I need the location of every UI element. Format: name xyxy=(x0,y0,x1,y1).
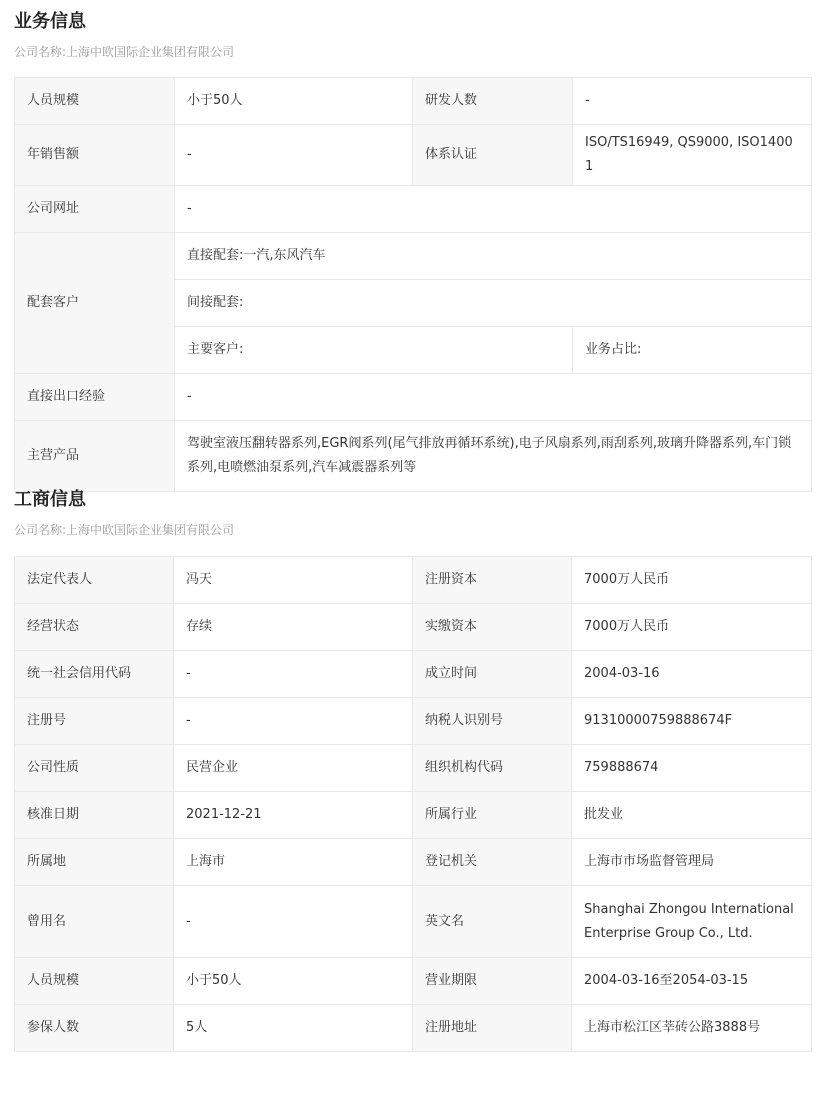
website-label: 公司网址 xyxy=(15,186,175,233)
row-value: 上海市松江区莘砖公路3888号 xyxy=(572,1005,812,1052)
row-label: 统一社会信用代码 xyxy=(15,651,174,698)
registration-company-name: 公司名称:上海中欧国际企业集团有限公司 xyxy=(14,523,235,537)
row-label: 所属行业 xyxy=(413,792,572,839)
table-row xyxy=(15,745,812,792)
table-row xyxy=(15,698,812,745)
website-value: - xyxy=(175,186,812,233)
annual-sales-value: - xyxy=(175,125,413,186)
row-value: 民营企业 xyxy=(174,745,413,792)
row-value: 冯天 xyxy=(174,557,413,604)
row-label: 注册号 xyxy=(15,698,174,745)
direct-supply-value: 直接配套:一汽,东风汽车 xyxy=(175,233,812,280)
business-info-table xyxy=(14,77,812,492)
table-row xyxy=(15,792,812,839)
row-label: 法定代表人 xyxy=(15,557,174,604)
staff-size-value: 小于50人 xyxy=(175,78,413,125)
rd-staff-value: - xyxy=(573,78,812,125)
row-label: 注册资本 xyxy=(413,557,572,604)
annual-sales-label: 年销售额 xyxy=(15,125,175,186)
row-value: 2004-03-16至2054-03-15 xyxy=(572,958,812,1005)
export-experience-label: 直接出口经验 xyxy=(15,374,175,421)
table-row xyxy=(15,125,812,186)
export-experience-value: - xyxy=(175,374,812,421)
main-customers-value: 主要客户: xyxy=(175,327,573,374)
main-products-value: 驾驶室液压翻转器系列,EGR阀系列(尾气排放再循环系统),电子风扇系列,雨刮系列,玻璃升降器系列,车门锁系列,电喷燃油泵系列,汽车减震器系列等 xyxy=(175,421,812,492)
registration-info-table xyxy=(14,556,812,1052)
row-label: 实缴资本 xyxy=(413,604,572,651)
row-value: 上海市市场监督管理局 xyxy=(572,839,812,886)
row-label: 经营状态 xyxy=(15,604,174,651)
rd-staff-label: 研发人数 xyxy=(413,78,573,125)
row-value: 7000万人民币 xyxy=(572,557,812,604)
row-label: 公司性质 xyxy=(15,745,174,792)
row-label: 所属地 xyxy=(15,839,174,886)
table-row xyxy=(15,958,812,1005)
business-company-name: 公司名称:上海中欧国际企业集团有限公司 xyxy=(14,45,235,59)
row-label: 成立时间 xyxy=(413,651,572,698)
row-label: 组织机构代码 xyxy=(413,745,572,792)
row-value: 759888674 xyxy=(572,745,812,792)
row-value: 批发业 xyxy=(572,792,812,839)
row-value: 存续 xyxy=(174,604,413,651)
row-value: 91310000759888674F xyxy=(572,698,812,745)
row-value: 上海市 xyxy=(174,839,413,886)
indirect-supply-value: 间接配套: xyxy=(175,280,812,327)
customers-label: 配套客户 xyxy=(15,233,175,374)
row-label: 营业期限 xyxy=(413,958,572,1005)
row-label: 核准日期 xyxy=(15,792,174,839)
row-label: 人员规模 xyxy=(15,958,174,1005)
table-row xyxy=(15,839,812,886)
table-row xyxy=(15,374,812,421)
business-info-title: 业务信息 xyxy=(14,11,86,32)
row-value: 2004-03-16 xyxy=(572,651,812,698)
table-row xyxy=(15,557,812,604)
staff-size-label: 人员规模 xyxy=(15,78,175,125)
row-value: - xyxy=(174,698,413,745)
table-row xyxy=(15,78,812,125)
row-label: 纳税人识别号 xyxy=(413,698,572,745)
row-label: 英文名 xyxy=(413,886,572,958)
row-value: 2021-12-21 xyxy=(174,792,413,839)
row-label: 登记机关 xyxy=(413,839,572,886)
certification-value: ISO/TS16949, QS9000, ISO14001 xyxy=(573,125,812,186)
row-value: 7000万人民币 xyxy=(572,604,812,651)
table-row xyxy=(15,886,812,958)
table-row xyxy=(15,651,812,698)
table-row xyxy=(15,186,812,233)
registration-info-title: 工商信息 xyxy=(14,489,86,510)
row-value: 小于50人 xyxy=(174,958,413,1005)
table-row xyxy=(15,604,812,651)
main-products-label: 主营产品 xyxy=(15,421,175,492)
row-label: 参保人数 xyxy=(15,1005,174,1052)
table-row xyxy=(15,1005,812,1052)
row-value: 5人 xyxy=(174,1005,413,1052)
row-value: - xyxy=(174,886,413,958)
row-label: 曾用名 xyxy=(15,886,174,958)
row-value: Shanghai Zhongou International Enterprise Group Co., Ltd. xyxy=(572,886,812,958)
certification-label: 体系认证 xyxy=(413,125,573,186)
row-label: 注册地址 xyxy=(413,1005,572,1052)
table-row xyxy=(15,233,812,280)
business-share-value: 业务占比: xyxy=(573,327,812,374)
row-value: - xyxy=(174,651,413,698)
table-row xyxy=(15,421,812,492)
